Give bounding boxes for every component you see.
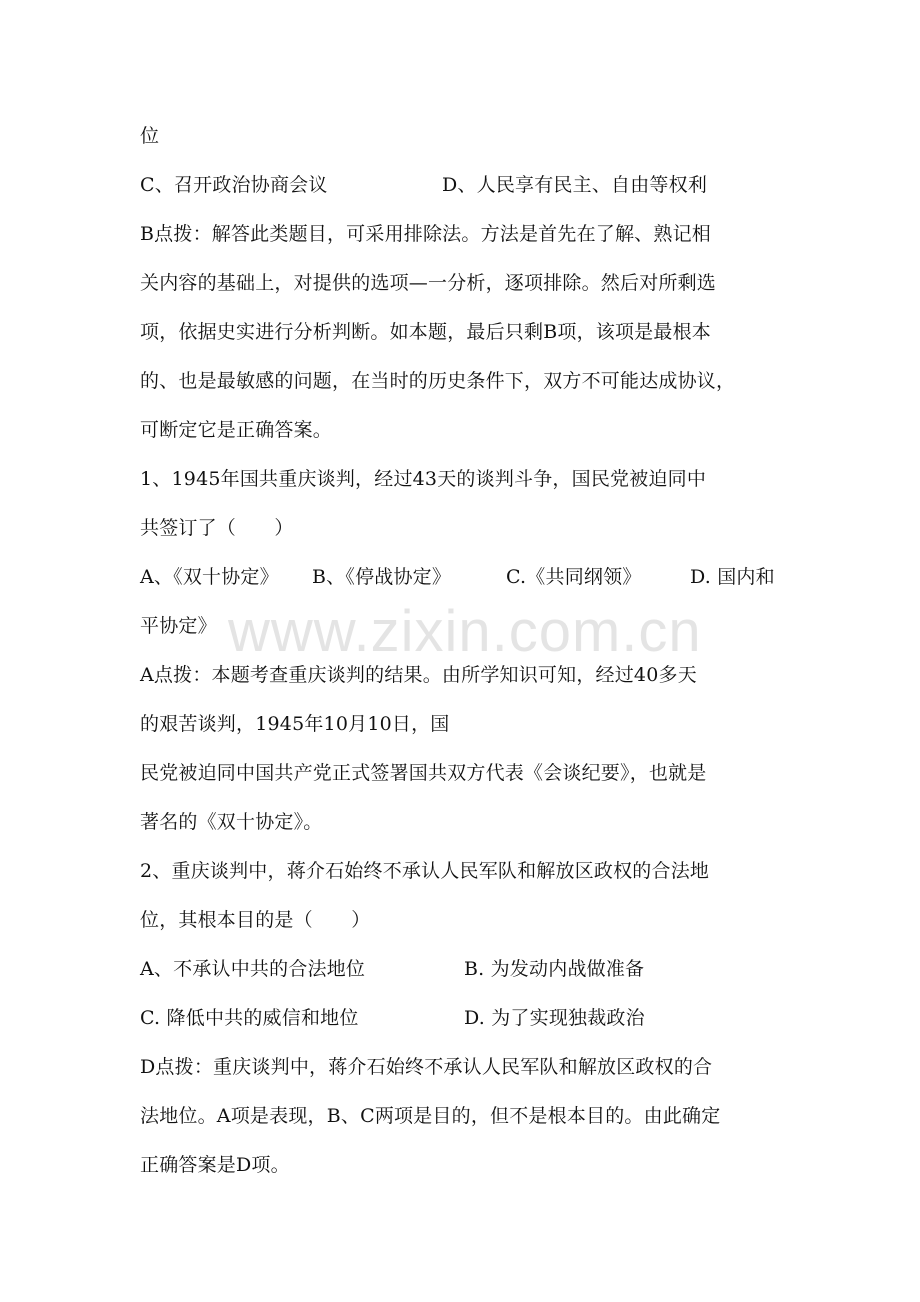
answer-2-line: D点拨：重庆谈判中，蒋介石始终不承认人民军队和解放区政权的合: [140, 1056, 713, 1078]
answer-2-line: 法地位。A项是表现，B、C两项是目的，但不是根本目的。由此确定: [140, 1105, 721, 1127]
q2-option-d: D. 为了实现独裁政治: [464, 1007, 645, 1029]
q1-option-d-continued: 平协定》: [140, 615, 217, 637]
answer-1-line: 的艰苦谈判，1945年10月10日，国: [140, 713, 450, 735]
explanation-line: 项，依据史实进行分析判断。如本题，最后只剩B项，该项是最根本: [140, 321, 711, 343]
q2-option-b: B. 为发动内战做准备: [464, 958, 645, 980]
text-line-continuation: 位: [140, 125, 160, 147]
answer-1-line: 著名的《双十协定》。: [140, 811, 323, 833]
question-1-line: 共签订了（ ）: [140, 517, 294, 539]
q1-option-b: B、《停战协定》: [312, 566, 452, 588]
explanation-line: 的、也是最敏感的问题，在当时的历史条件下，双方不可能达成协议，: [140, 370, 736, 392]
question-1-line: 1、1945年国共重庆谈判，经过43天的谈判斗争，国民党被迫同中: [140, 468, 707, 490]
answer-2-line: 正确答案是D项。: [140, 1154, 290, 1176]
explanation-line: 关内容的基础上，对提供的选项—一分析，逐项排除。然后对所剩选: [140, 272, 717, 294]
answer-1-line: A点拨：本题考查重庆谈判的结果。由所学知识可知，经过40多天: [140, 664, 697, 686]
q2-option-c: C. 降低中共的威信和地位: [140, 1007, 359, 1029]
question-2-line: 2、重庆谈判中，蒋介石始终不承认人民军队和解放区政权的合法地: [140, 860, 710, 882]
option-d-democratic-rights: D、人民享有民主、自由等权利: [442, 174, 708, 196]
answer-1-line: 民党被迫同中国共产党正式签署国共双方代表《会谈纪要》，也就是: [140, 762, 707, 784]
explanation-line: B点拨：解答此类题目，可采用排除法。方法是首先在了解、熟记相: [140, 223, 711, 245]
q1-option-c: C.《共同纲领》: [506, 566, 642, 588]
q1-option-d: D. 国内和: [690, 566, 775, 588]
q1-option-a: A、《双十协定》: [140, 566, 279, 588]
option-c-political-consultative-conference: C、召开政治协商会议: [140, 174, 328, 196]
q2-option-a: A、不承认中共的合法地位: [140, 958, 366, 980]
explanation-line: 可断定它是正确答案。: [140, 419, 333, 441]
watermark: www.zixin.com.cn: [228, 599, 702, 664]
question-2-line: 位，其根本目的是（ ）: [140, 909, 371, 931]
